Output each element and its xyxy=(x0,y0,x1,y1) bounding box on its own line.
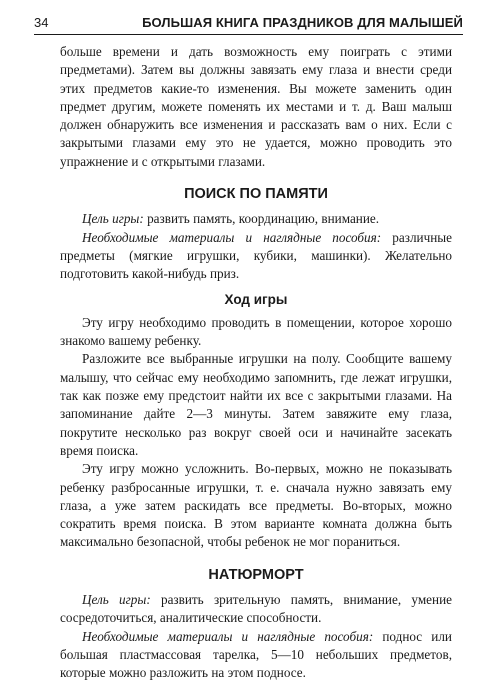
game-title-memory-search: ПОИСК ПО ПАМЯТИ xyxy=(184,186,328,203)
game1-paragraph: Эту игру можно усложнить. Во-первых, можно не показывать ребенку разбросанные игрушки, т. е. сначала нужно завязать ему глаза, а уже затем раскидать все предметы. Во-вторых, можно сократить время поиска. В этом варианте комната должна быть максимально безопасной, чтобы ребенок не мог пораниться. xyxy=(60,461,452,550)
goal-label: Цель игры: xyxy=(82,211,144,227)
game2-goal xyxy=(60,591,452,628)
goal-text: развить память, координацию, внимание. xyxy=(143,211,380,227)
materials-text: различные предметы (мягкие игрушки, кубики, машинки). Желательно подготовить какой-нибудь приз. xyxy=(60,229,452,282)
page-body xyxy=(60,43,452,683)
intro-paragraph: больше времени и дать возможность ему поиграть с этими предметами). Затем вы должны завязать ему глаза и внести среди этих предметов какие-то изменения. Вы можете заменить один предмет другим, можете поменять их местами и т. д. Ваш малыш должен обнаружить все изменения и рассказать вам о них. Если с закрытыми глазами ему это не удается, можно проводить это упражнение и с открытыми глазами. xyxy=(60,44,452,169)
page-number: 34 xyxy=(34,15,49,30)
goal-text: развить зрительную память, внимание, умение сосредоточиться, аналитические способности. xyxy=(60,592,452,626)
materials-label: Необходимые материалы и наглядные пособия: xyxy=(82,628,374,644)
game2-materials xyxy=(60,628,452,683)
game1-goal xyxy=(60,210,452,228)
game-title-still-life: НАТЮРМОРТ xyxy=(208,566,304,583)
book-title: БОЛЬШАЯ КНИГА ПРАЗДНИКОВ ДЛЯ МАЛЫШЕЙ xyxy=(142,15,463,30)
game1-materials xyxy=(60,229,452,284)
materials-label: Необходимые материалы и наглядные пособия: xyxy=(82,229,382,245)
running-head xyxy=(34,12,463,35)
course-of-game-heading: Ход игры xyxy=(224,291,288,307)
game1-paragraph: Разложите все выбранные игрушки на полу. Сообщите вашему малышу, что сейчас ему необходимо запомнить, где лежат игрушки, так как позже ему предстоит найти их все с закрытыми глазами. На запоминание дайте 2—3 минуты. Затем завяжите ему глаза, покрутите несколько раз вокруг своей оси и начинайте засекать время поиска. xyxy=(60,351,452,458)
game1-paragraph: Эту игру необходимо проводить в помещении, которое хорошо знакомо вашему ребенку. xyxy=(60,314,452,349)
goal-label: Цель игры: xyxy=(82,592,151,608)
materials-text: поднос или большая пластмассовая тарелка, 5—10 небольших предметов, которые можно разложить на этом подносе. xyxy=(60,628,452,681)
